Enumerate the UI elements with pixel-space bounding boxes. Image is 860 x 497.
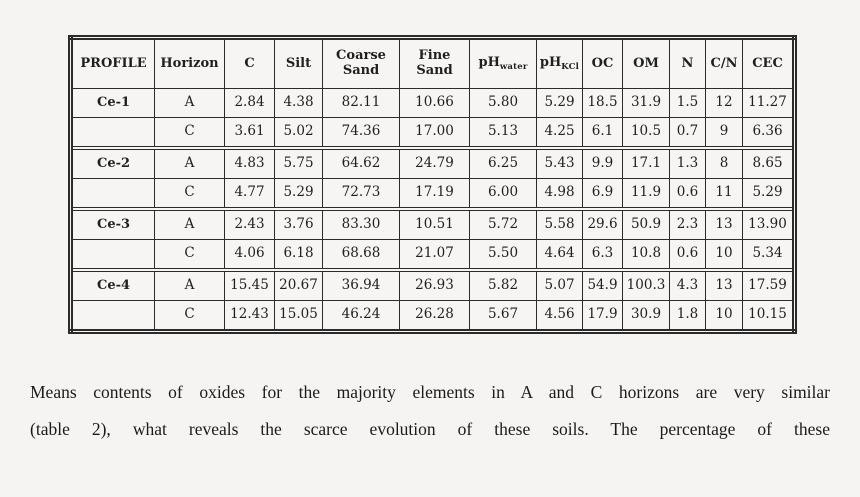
value-cell: 5.43	[537, 148, 583, 179]
column-header-n: N	[670, 38, 706, 89]
value-cell: 4.38	[275, 89, 323, 118]
column-header-coarse-sand: Coarse Sand	[323, 38, 400, 89]
value-cell: 26.93	[400, 270, 470, 301]
value-cell: 6.1	[583, 118, 623, 149]
value-cell: 15.05	[275, 301, 323, 332]
value-cell: 5.67	[470, 301, 537, 332]
profile-group-ce-3	[71, 209, 795, 270]
value-cell: 6.18	[275, 240, 323, 271]
value-cell: 83.30	[323, 209, 400, 240]
value-cell: 15.45	[225, 270, 275, 301]
value-cell: 6.36	[743, 118, 795, 149]
value-cell: 11.9	[623, 179, 670, 210]
table-row	[71, 179, 795, 210]
value-cell: 5.29	[275, 179, 323, 210]
horizon-cell: A	[155, 148, 225, 179]
value-cell: 100.3	[623, 270, 670, 301]
value-cell: 4.56	[537, 301, 583, 332]
value-cell: 0.6	[670, 179, 706, 210]
value-cell: 1.3	[670, 148, 706, 179]
value-cell: 11.27	[743, 89, 795, 118]
value-cell: 17.9	[583, 301, 623, 332]
value-cell: 8	[706, 148, 743, 179]
profile-group-ce-4	[71, 270, 795, 332]
column-header-horizon: Horizon	[155, 38, 225, 89]
table-header	[71, 38, 795, 89]
value-cell: 4.64	[537, 240, 583, 271]
horizon-cell: A	[155, 270, 225, 301]
value-cell: 2.43	[225, 209, 275, 240]
value-cell: 5.50	[470, 240, 537, 271]
column-header-silt: Silt	[275, 38, 323, 89]
value-cell: 1.5	[670, 89, 706, 118]
value-cell: 0.6	[670, 240, 706, 271]
value-cell: 17.59	[743, 270, 795, 301]
value-cell: 10.8	[623, 240, 670, 271]
table-row	[71, 148, 795, 179]
value-cell: 4.83	[225, 148, 275, 179]
column-header-profile: PROFILE	[71, 38, 155, 89]
profile-cell: Ce-1	[71, 89, 155, 118]
value-cell: 50.9	[623, 209, 670, 240]
value-cell: 5.02	[275, 118, 323, 149]
value-cell: 6.25	[470, 148, 537, 179]
value-cell: 6.00	[470, 179, 537, 210]
value-cell: 31.9	[623, 89, 670, 118]
value-cell: 13.90	[743, 209, 795, 240]
paragraph-line-1: Means contents of oxides for the majority elements in A and C horizons are very similar	[30, 382, 830, 402]
horizon-cell: C	[155, 118, 225, 149]
horizon-cell: C	[155, 301, 225, 332]
value-cell: 24.79	[400, 148, 470, 179]
value-cell: 1.8	[670, 301, 706, 332]
value-cell: 26.28	[400, 301, 470, 332]
column-header-ph-water: $pH_{water}$	[470, 38, 537, 89]
value-cell: 5.13	[470, 118, 537, 149]
value-cell: 10.51	[400, 209, 470, 240]
value-cell: 18.5	[583, 89, 623, 118]
column-header-cec: CEC	[743, 38, 795, 89]
column-header-oc: OC	[583, 38, 623, 89]
value-cell: 4.06	[225, 240, 275, 271]
table-row	[71, 89, 795, 118]
value-cell: 36.94	[323, 270, 400, 301]
value-cell: 9	[706, 118, 743, 149]
value-cell: 4.98	[537, 179, 583, 210]
column-header-subscript: KCl	[561, 61, 580, 72]
horizon-cell: C	[155, 179, 225, 210]
value-cell: 5.58	[537, 209, 583, 240]
horizon-cell: A	[155, 209, 225, 240]
value-cell: 5.29	[743, 179, 795, 210]
value-cell: 12	[706, 89, 743, 118]
table-row	[71, 209, 795, 240]
value-cell: 4.25	[537, 118, 583, 149]
value-cell: 4.3	[670, 270, 706, 301]
value-cell: 17.1	[623, 148, 670, 179]
value-cell: 5.72	[470, 209, 537, 240]
value-cell: 8.65	[743, 148, 795, 179]
horizon-cell: A	[155, 89, 225, 118]
value-cell: 10.66	[400, 89, 470, 118]
horizon-cell: C	[155, 240, 225, 271]
table-header-row	[71, 38, 795, 89]
table-row	[71, 301, 795, 332]
value-cell: 11	[706, 179, 743, 210]
value-cell: 5.34	[743, 240, 795, 271]
table-row	[71, 118, 795, 149]
value-cell: 10	[706, 240, 743, 271]
profile-cell: Ce-2	[71, 148, 155, 179]
value-cell: 29.6	[583, 209, 623, 240]
value-cell: 13	[706, 209, 743, 240]
value-cell: 46.24	[323, 301, 400, 332]
value-cell: 20.67	[275, 270, 323, 301]
profile-cell-empty	[71, 179, 155, 210]
profile-group-ce-1	[71, 89, 795, 149]
value-cell: 17.19	[400, 179, 470, 210]
value-cell: 5.07	[537, 270, 583, 301]
value-cell: 0.7	[670, 118, 706, 149]
value-cell: 17.00	[400, 118, 470, 149]
column-header-ph-kcl: $pH_{KCl}$	[537, 38, 583, 89]
body-paragraph	[30, 374, 830, 448]
value-cell: 2.84	[225, 89, 275, 118]
value-cell: 6.3	[583, 240, 623, 271]
table-row	[71, 240, 795, 271]
value-cell: 3.61	[225, 118, 275, 149]
value-cell: 3.76	[275, 209, 323, 240]
column-header-fine-sand: Fine Sand	[400, 38, 470, 89]
value-cell: 74.36	[323, 118, 400, 149]
column-header-subscript: water	[499, 61, 528, 72]
soil-properties-table	[68, 35, 797, 334]
value-cell: 72.73	[323, 179, 400, 210]
table-row	[71, 270, 795, 301]
value-cell: 2.3	[670, 209, 706, 240]
value-cell: 12.43	[225, 301, 275, 332]
value-cell: 21.07	[400, 240, 470, 271]
value-cell: 68.68	[323, 240, 400, 271]
column-header-om: OM	[623, 38, 670, 89]
value-cell: 5.29	[537, 89, 583, 118]
profile-cell-empty	[71, 301, 155, 332]
value-cell: 5.82	[470, 270, 537, 301]
profile-cell-empty	[71, 240, 155, 271]
profile-group-ce-2	[71, 148, 795, 209]
value-cell: 5.75	[275, 148, 323, 179]
value-cell: 82.11	[323, 89, 400, 118]
column-header-c-n: C/N	[706, 38, 743, 89]
profile-cell: Ce-4	[71, 270, 155, 301]
value-cell: 6.9	[583, 179, 623, 210]
profile-cell: Ce-3	[71, 209, 155, 240]
value-cell: 10	[706, 301, 743, 332]
value-cell: 9.9	[583, 148, 623, 179]
column-header-c: C	[225, 38, 275, 89]
value-cell: 5.80	[470, 89, 537, 118]
value-cell: 64.62	[323, 148, 400, 179]
value-cell: 10.15	[743, 301, 795, 332]
value-cell: 54.9	[583, 270, 623, 301]
paragraph-line-2: (table 2), what reveals the scarce evolution of these soils. The percentage of these	[30, 419, 830, 439]
value-cell: 4.77	[225, 179, 275, 210]
value-cell: 13	[706, 270, 743, 301]
value-cell: 10.5	[623, 118, 670, 149]
value-cell: 30.9	[623, 301, 670, 332]
profile-cell-empty	[71, 118, 155, 149]
